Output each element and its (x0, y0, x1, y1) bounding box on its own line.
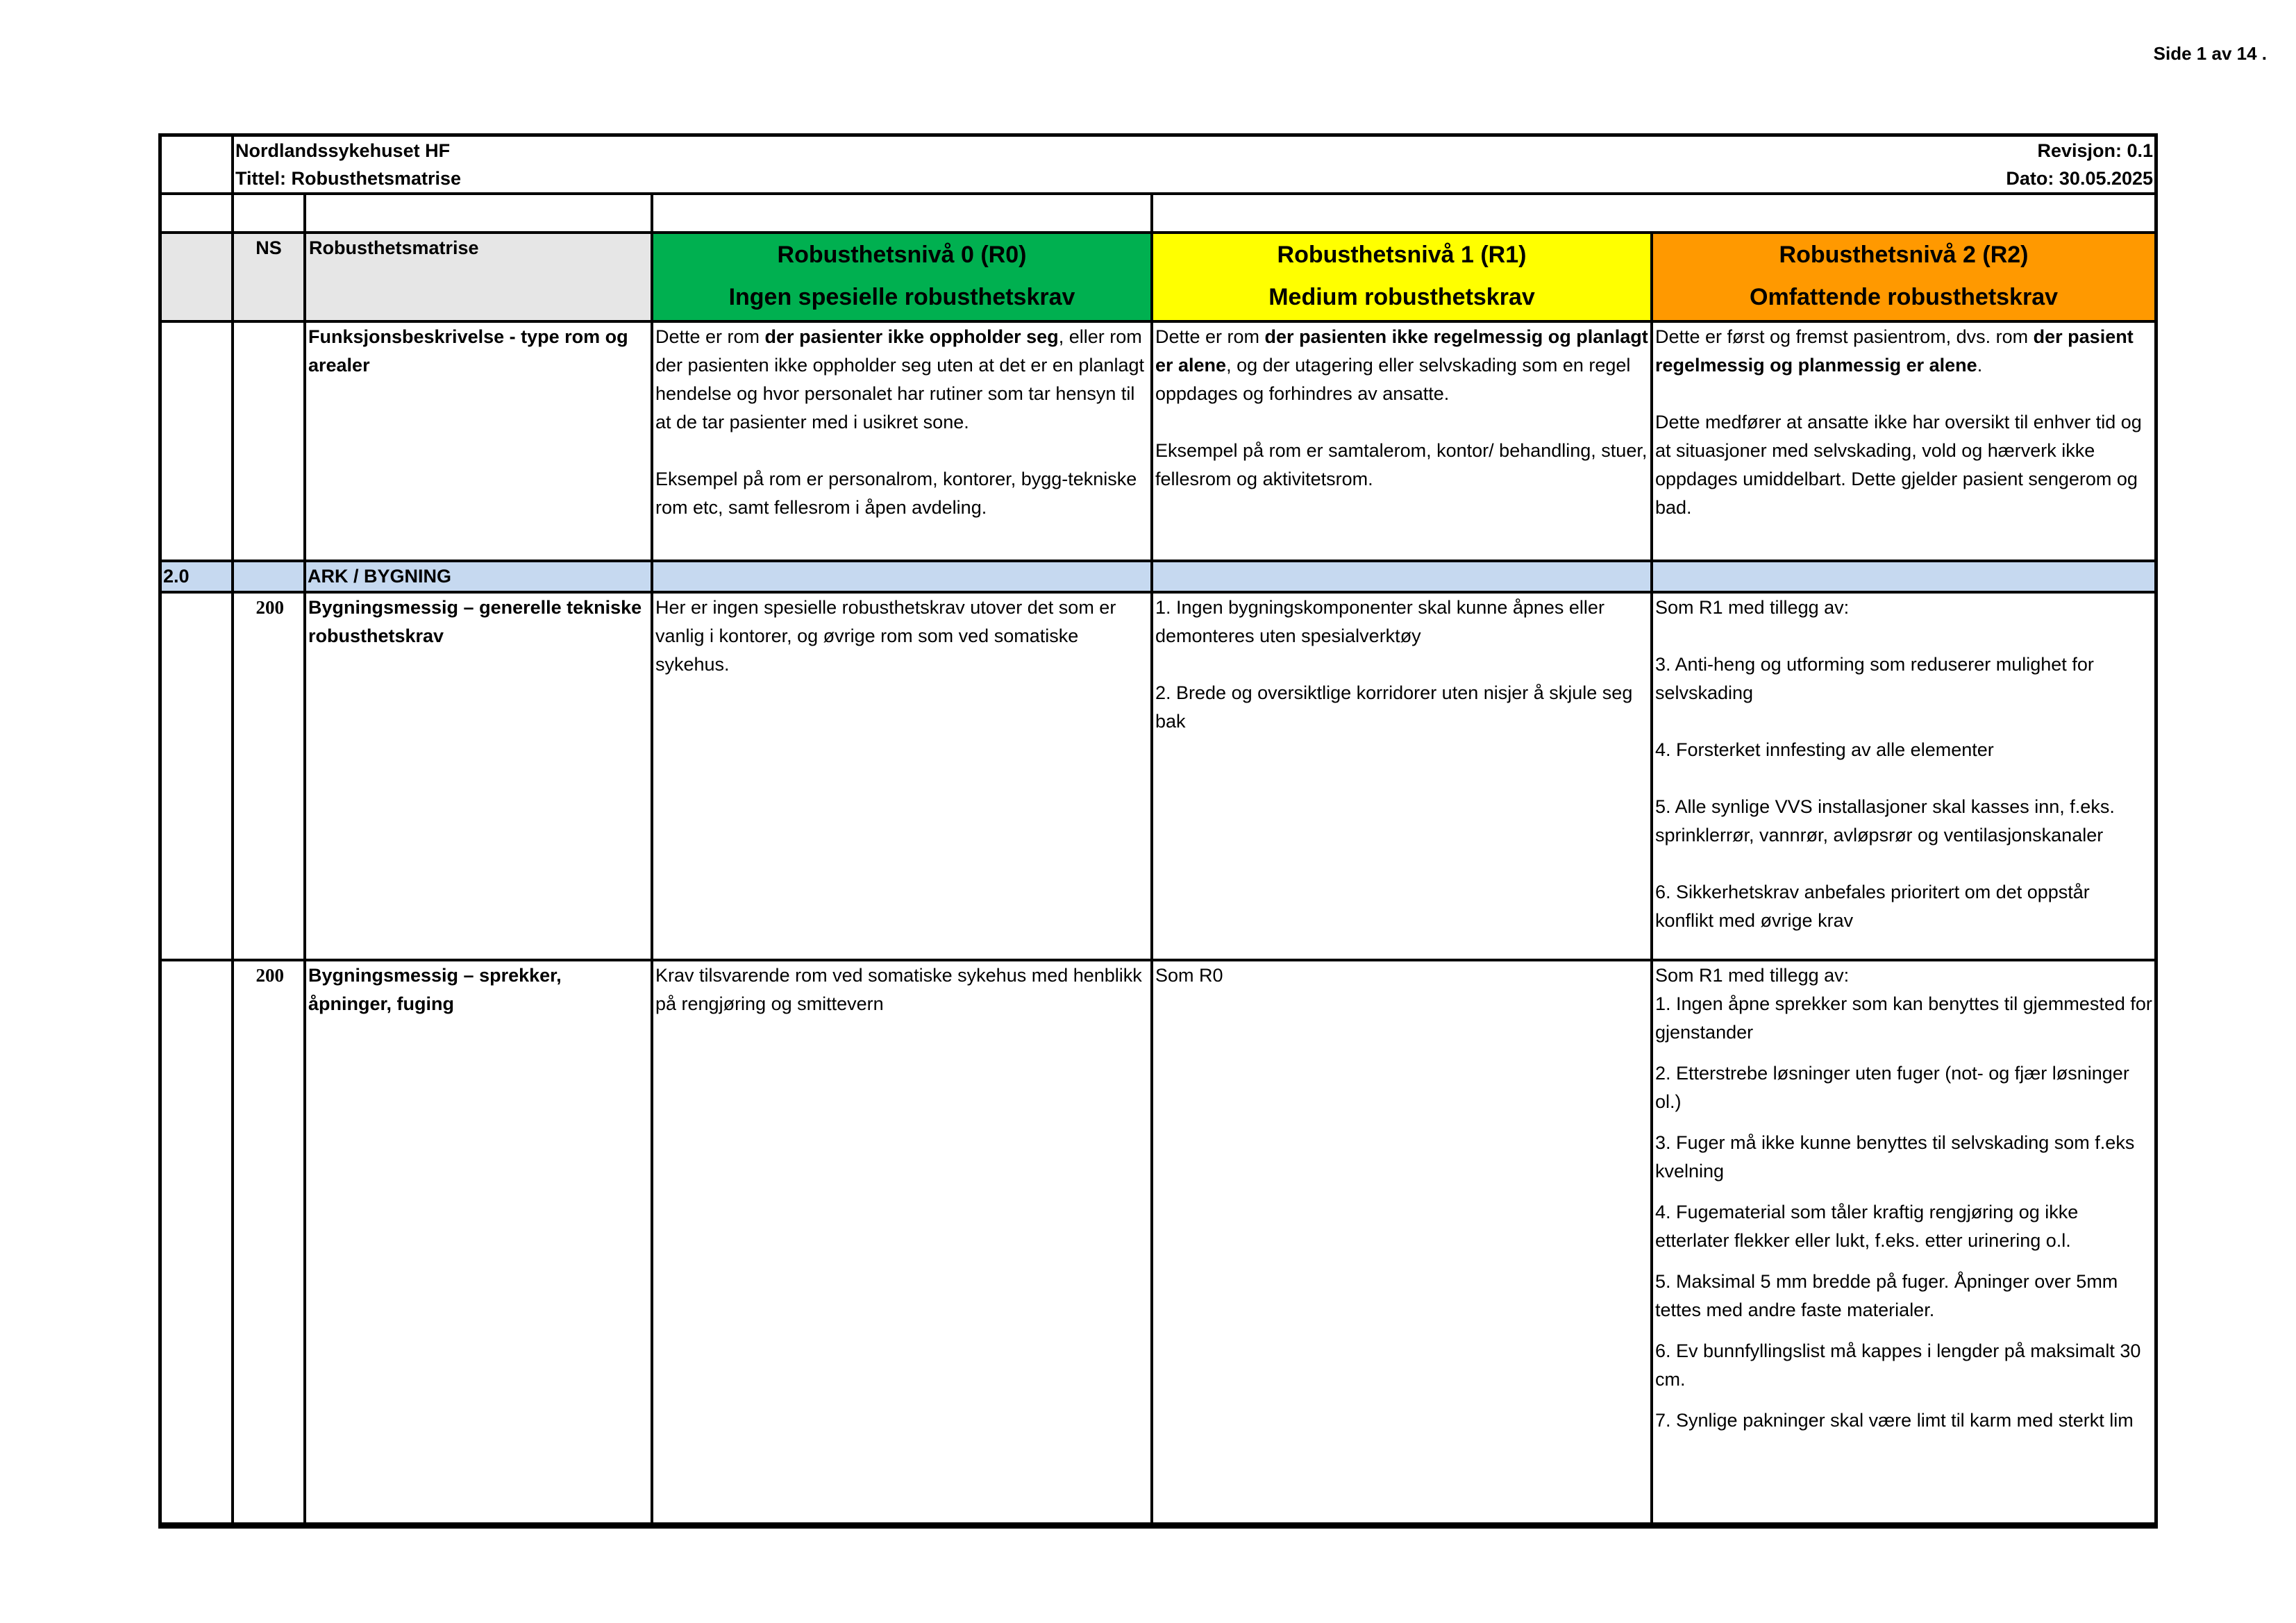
row-r0: Her er ingen spesielle robusthetskrav utover det som er vanlig i kontorer, og øvrige rom som ved somatiske sykehus. (652, 592, 1152, 960)
ns-code: 200 (233, 592, 305, 960)
ns-header: NS (233, 233, 305, 321)
ns-code: 200 (233, 960, 305, 1524)
r1-subtitle: Medium robusthetskrav (1268, 284, 1535, 310)
matrix-header: Robusthetsmatrise (305, 233, 652, 321)
row-r2: Som R1 med tillegg av: 1. Ingen åpne sprekker som kan benyttes til gjemmested for gjenstander 2. Etterstrebe løsninger uten fuger (not- og fjær løsninger ol.) 3. Fuger må ikke kunne benyttes til selvskading som f.eks kvelning 4. Fugematerial som tåler kraftig rengjøring og ikke etterlater flekker eller lukt, f.eks. etter urinering o.l. 5. Maksimal 5 mm bredde på fuger. Åpninger over 5mm tettes med andre faste materialer. 6. Ev bunnfyllingslist må kappes i lengder på maksimalt 30 cm. 7. Synlige pakninger skal være limt til karm med sterkt lim (1652, 960, 2154, 1524)
section-row (162, 561, 2154, 592)
document-title: Tittel: Robusthetsmatrise (235, 168, 462, 189)
table-row (162, 592, 2154, 960)
row-label: Bygningsmessig – generelle tekniske robusthetskrav (305, 592, 652, 960)
row-r1: Som R0 (1152, 960, 1652, 1524)
org-name: Nordlandssykehuset HF (235, 140, 451, 161)
robustness-matrix (158, 133, 2158, 1529)
function-r0: Dette er rom der pasienter ikke oppholder seg, eller rom der pasienten ikke oppholder seg uten at det er en planlagt hendelse og hvor personalet har rutiner som tar hensyn til at de tar pasienter med i usikret sone. Eksempel på rom er personalrom, kontorer, bygg-tekniske rom etc, samt fellesrom i åpen avdeling. (652, 321, 1152, 561)
row-r1: 1. Ingen bygningskomponenter skal kunne åpnes eller demonteres uten spesialverktøy 2. Brede og oversiktlige korridorer uten nisjer å skjule seg bak (1152, 592, 1652, 960)
r2-subtitle: Omfattende robusthetskrav (1750, 284, 2059, 310)
table-row (162, 960, 2154, 1524)
row-r2: Som R1 med tillegg av: 3. Anti-heng og utforming som reduserer mulighet for selvskading 4. Forsterket innfesting av alle elementer 5. Alle synlige VVS installasjoner skal kasses inn, f.eks. sprinklerrør, vannrør, avløpsrør og ventilasjonskanaler 6. Sikkerhetskrav anbefales prioritert om det oppstår konflikt med øvrige krav (1652, 592, 2154, 960)
column-header-row (162, 233, 2154, 321)
function-row (162, 321, 2154, 561)
function-label: Funksjonsbeskrivelse - type rom og arealer (305, 321, 652, 561)
spacer-row (162, 194, 2154, 233)
page-number: Side 1 av 14 . (2153, 43, 2267, 64)
date: Dato: 30.05.2025 (2006, 168, 2154, 189)
document-header-row (162, 137, 2154, 194)
r0-title: Robusthetsnivå 0 (R0) (777, 242, 1027, 268)
r1-title: Robusthetsnivå 1 (R1) (1277, 242, 1527, 268)
section-label: ARK / BYGNING (305, 561, 652, 592)
r0-subtitle: Ingen spesielle robusthetskrav (728, 284, 1075, 310)
function-r1: Dette er rom der pasienten ikke regelmessig og planlagt er alene, og der utagering eller selvskading som en regel oppdages og forhindres av ansatte. Eksempel på rom er samtalerom, kontor/ behandling, stuer, fellesrom og aktivitetsrom. (1152, 321, 1652, 561)
row-r0: Krav tilsvarende rom ved somatiske sykehus med henblikk på rengjøring og smittevern (652, 960, 1152, 1524)
r0-header (652, 233, 1152, 321)
row-label: Bygningsmessig – sprekker, åpninger, fuging (305, 960, 652, 1524)
revision: Revisjon: 0.1 (2037, 140, 2154, 161)
r1-header (1152, 233, 1652, 321)
r2-header (1652, 233, 2154, 321)
section-code: 2.0 (162, 561, 233, 592)
r2-title: Robusthetsnivå 2 (R2) (1779, 242, 2029, 268)
matrix-table (162, 137, 2154, 1525)
function-r2: Dette er først og fremst pasientrom, dvs. rom der pasient regelmessig og planmessig er alene. Dette medfører at ansatte ikke har oversikt til enhver tid og at situasjoner med selvskading, vold og hærverk ikke oppdages umiddelbart. Dette gjelder pasient sengerom og bad. (1652, 321, 2154, 561)
